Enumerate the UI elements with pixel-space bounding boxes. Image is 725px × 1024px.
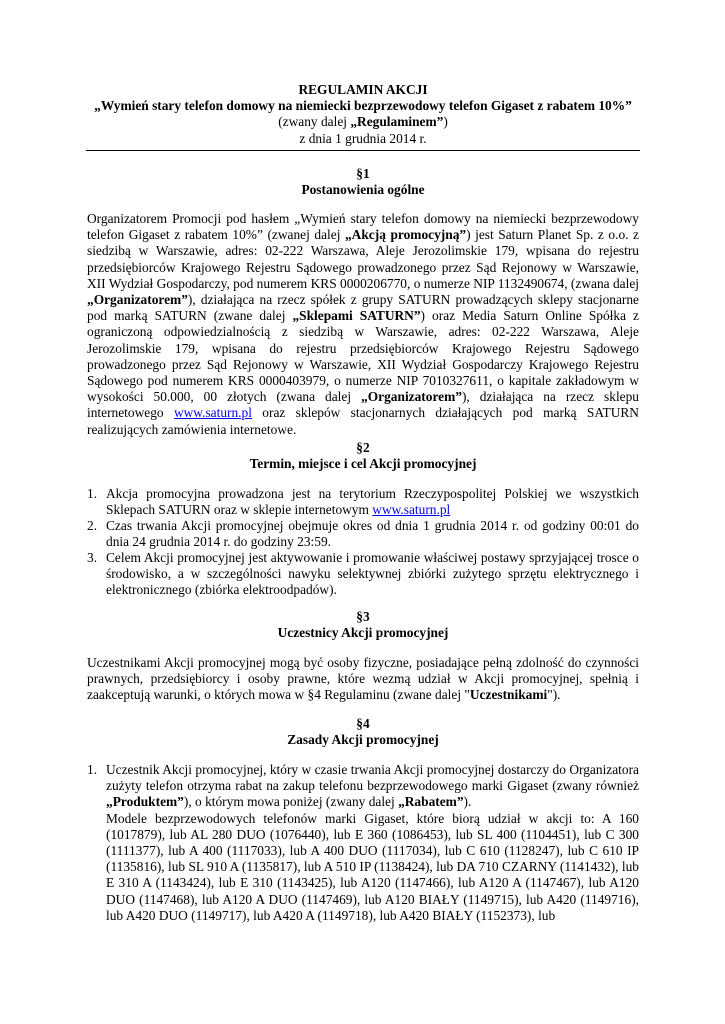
called-text: (zwany dalej [278, 114, 351, 130]
section-2-heading [87, 440, 639, 472]
list-number: 2. [87, 518, 98, 533]
section-1-heading [87, 166, 639, 198]
list-item [87, 762, 639, 924]
section-title: Postanowienia ogólne [301, 182, 425, 198]
list-text: Akcja promocyjna prowadzona jest na terytorium Rzeczypospolitej Polskiej we wszystkich Sklepach SATURN oraz w sklepie internetowym [106, 486, 639, 518]
section-number: §2 [356, 440, 370, 455]
document-title: REGULAMIN AKCJI [298, 82, 428, 97]
called-close: ) [443, 114, 448, 130]
defined-term: „Akcją promocyjną” [344, 227, 467, 243]
defined-term: „Produktem” [106, 794, 184, 810]
paragraph-text: oraz sklepów stacjonarnych działających pod marką SATURN realizujących zamówienia internetowe. [87, 405, 639, 437]
section-1-paragraph [87, 211, 639, 438]
section-title: Zasady Akcji promocyjnej [287, 732, 439, 748]
saturn-link[interactable]: www.saturn.pl [173, 405, 252, 421]
paragraph-text: ) oraz Media Saturn Online Spółka z ograniczoną odpowiedzialnością z siedzibą w Warszawie, adres: 02-222 Warszawa, Aleje Jerozolimskie 179, wpisana do rejestru przedsiębiorców Krajowego Rejestru Sądowego prowadzonego przez Sąd Rejonowy w Warszawie, XII Wydział Gospodarczy Krajowego Rejestru Sądowego pod numerem KRS 0000403979, o numerze NIP 7010327611, o kapitale zakładowym w wysokości 50.000, 00 złotych (zwana dalej [87, 308, 639, 405]
list-text: Celem Akcji promocyjnej jest aktywowanie i promowanie właściwej postawy sprzyjającej trosce o środowisko, a w szczególności nawyku selektywnej zbiórki zużytego sprzętu elektrycznego i elektronicznego (zbiórka elektroodpadów). [106, 550, 639, 598]
document-called-line [87, 114, 639, 130]
saturn-link[interactable]: www.saturn.pl [372, 502, 451, 518]
defined-term: „Rabatem” [398, 794, 464, 810]
section-title: Uczestnicy Akcji promocyjnej [277, 625, 449, 641]
list-number: 1. [87, 486, 98, 501]
list-text: Uczestnik Akcji promocyjnej, który w czasie trwania Akcji promocyjnej dostarczy do Organizatora zużyty telefon otrzyma rabat na zakup telefonu bezprzewodowego marki Gigaset (zwany również [106, 762, 639, 794]
rule-text [106, 762, 639, 811]
section-4-heading [87, 716, 639, 748]
list-number: 1. [87, 762, 98, 777]
paragraph-text: ), działająca na rzecz spółek z grupy SATURN prowadzących sklepy stacjonarne pod marką SATURN (zwane dalej [87, 292, 639, 324]
defined-term: Uczestnikami [469, 687, 548, 703]
defined-term: „Sklepami SATURN” [292, 308, 421, 324]
section-number: §3 [356, 609, 370, 624]
document-date: z dnia 1 grudnia 2014 r. [299, 130, 427, 146]
defined-term: „Organizatorem” [361, 389, 462, 405]
list-item [87, 518, 639, 550]
section-number: §4 [356, 716, 370, 731]
list-number: 3. [87, 550, 98, 565]
called-term: „Regulaminem” [350, 114, 444, 130]
list-text: Czas trwania Akcji promocyjnej obejmuje okres od dnia 1 grudnia 2014 r. od godziny 00:01 do dnia 24 grudnia 2014 r. do godziny 23:59. [106, 518, 639, 550]
section-3-paragraph [87, 655, 639, 704]
list-text: ), o którym mowa poniżej (zwany dalej [183, 794, 399, 810]
paragraph-text: ) jest Saturn Planet Sp. z o.o. z siedzibą w Warszawie, adres: 02-222 Warszawa, Aleje Jerozolimskie 179, wpisana do rejestru przedsiębiorców Krajowego Rejestru Sądowego prowadzonego przez Sąd Rejonowy w Warszawie, XII Wydział Gospodarczy, pod numerem KRS 0000206770, o numerze NIP 1132490674, (zwana dalej [87, 227, 639, 291]
document-subtitle: „Wymień stary telefon domowy na niemiecki bezprzewodowy telefon Gigaset z rabatem 10%” [94, 98, 632, 114]
section-3-heading [87, 609, 639, 641]
defined-term: „Organizatorem” [87, 292, 188, 308]
paragraph-text: Uczestnikami Akcji promocyjnej mogą być osoby fizyczne, posiadające pełną zdolność do czynności prawnych, przedsiębiorcy i osoby prawne, które wezmą udział w Akcji promocyjnej, spełnią i zaakceptują warunki, o których mowa w §4 Regulaminu (zwane dalej " [87, 655, 639, 703]
models-text: Modele bezprzewodowych telefonów marki Gigaset, które biorą udział w akcji to: A 160 (1017879), lub AL 280 DUO (1076440), lub E 360 (1086453), lub SL 400 (1104451), lub C 300 (1111377), lub A 400 (1117033), lub A 400 DUO (1117034), lub C 610 (1128247), lub C 610 IP (1135816), lub SL 910 A (1135817), lub A 510 IP (1138424), lub DA 710 CZARNY (1141432), lub E 310 A (1143424), lub E 310 (1143425), lub A120 (1147466), lub A120 A (1147467), lub A120 DUO (1147468), lub A120 A DUO (1147469), lub A120 BIAŁY (1149715), lub A420 (1149716), lub A420 DUO (1149717), lub A420 A (1149718), lub A420 BIAŁY (1152373), lub [106, 810, 639, 923]
document-header [87, 82, 639, 147]
section-title: Termin, miejsce i cel Akcji promocyjnej [249, 456, 477, 472]
header-divider [86, 150, 640, 151]
list-text: ). [463, 794, 472, 810]
paragraph-text: Organizatorem Promocji pod hasłem „Wymień stary telefon domowy na niemiecki bezprzewodowy telefon Gigaset z rabatem 10%” (zwanej dalej [87, 211, 639, 243]
list-item [87, 486, 639, 518]
paragraph-text: "). [547, 687, 561, 703]
section-number: §1 [356, 166, 370, 181]
list-item [87, 550, 639, 599]
paragraph-text: ), działająca na rzecz sklepu internetowego [87, 389, 640, 421]
